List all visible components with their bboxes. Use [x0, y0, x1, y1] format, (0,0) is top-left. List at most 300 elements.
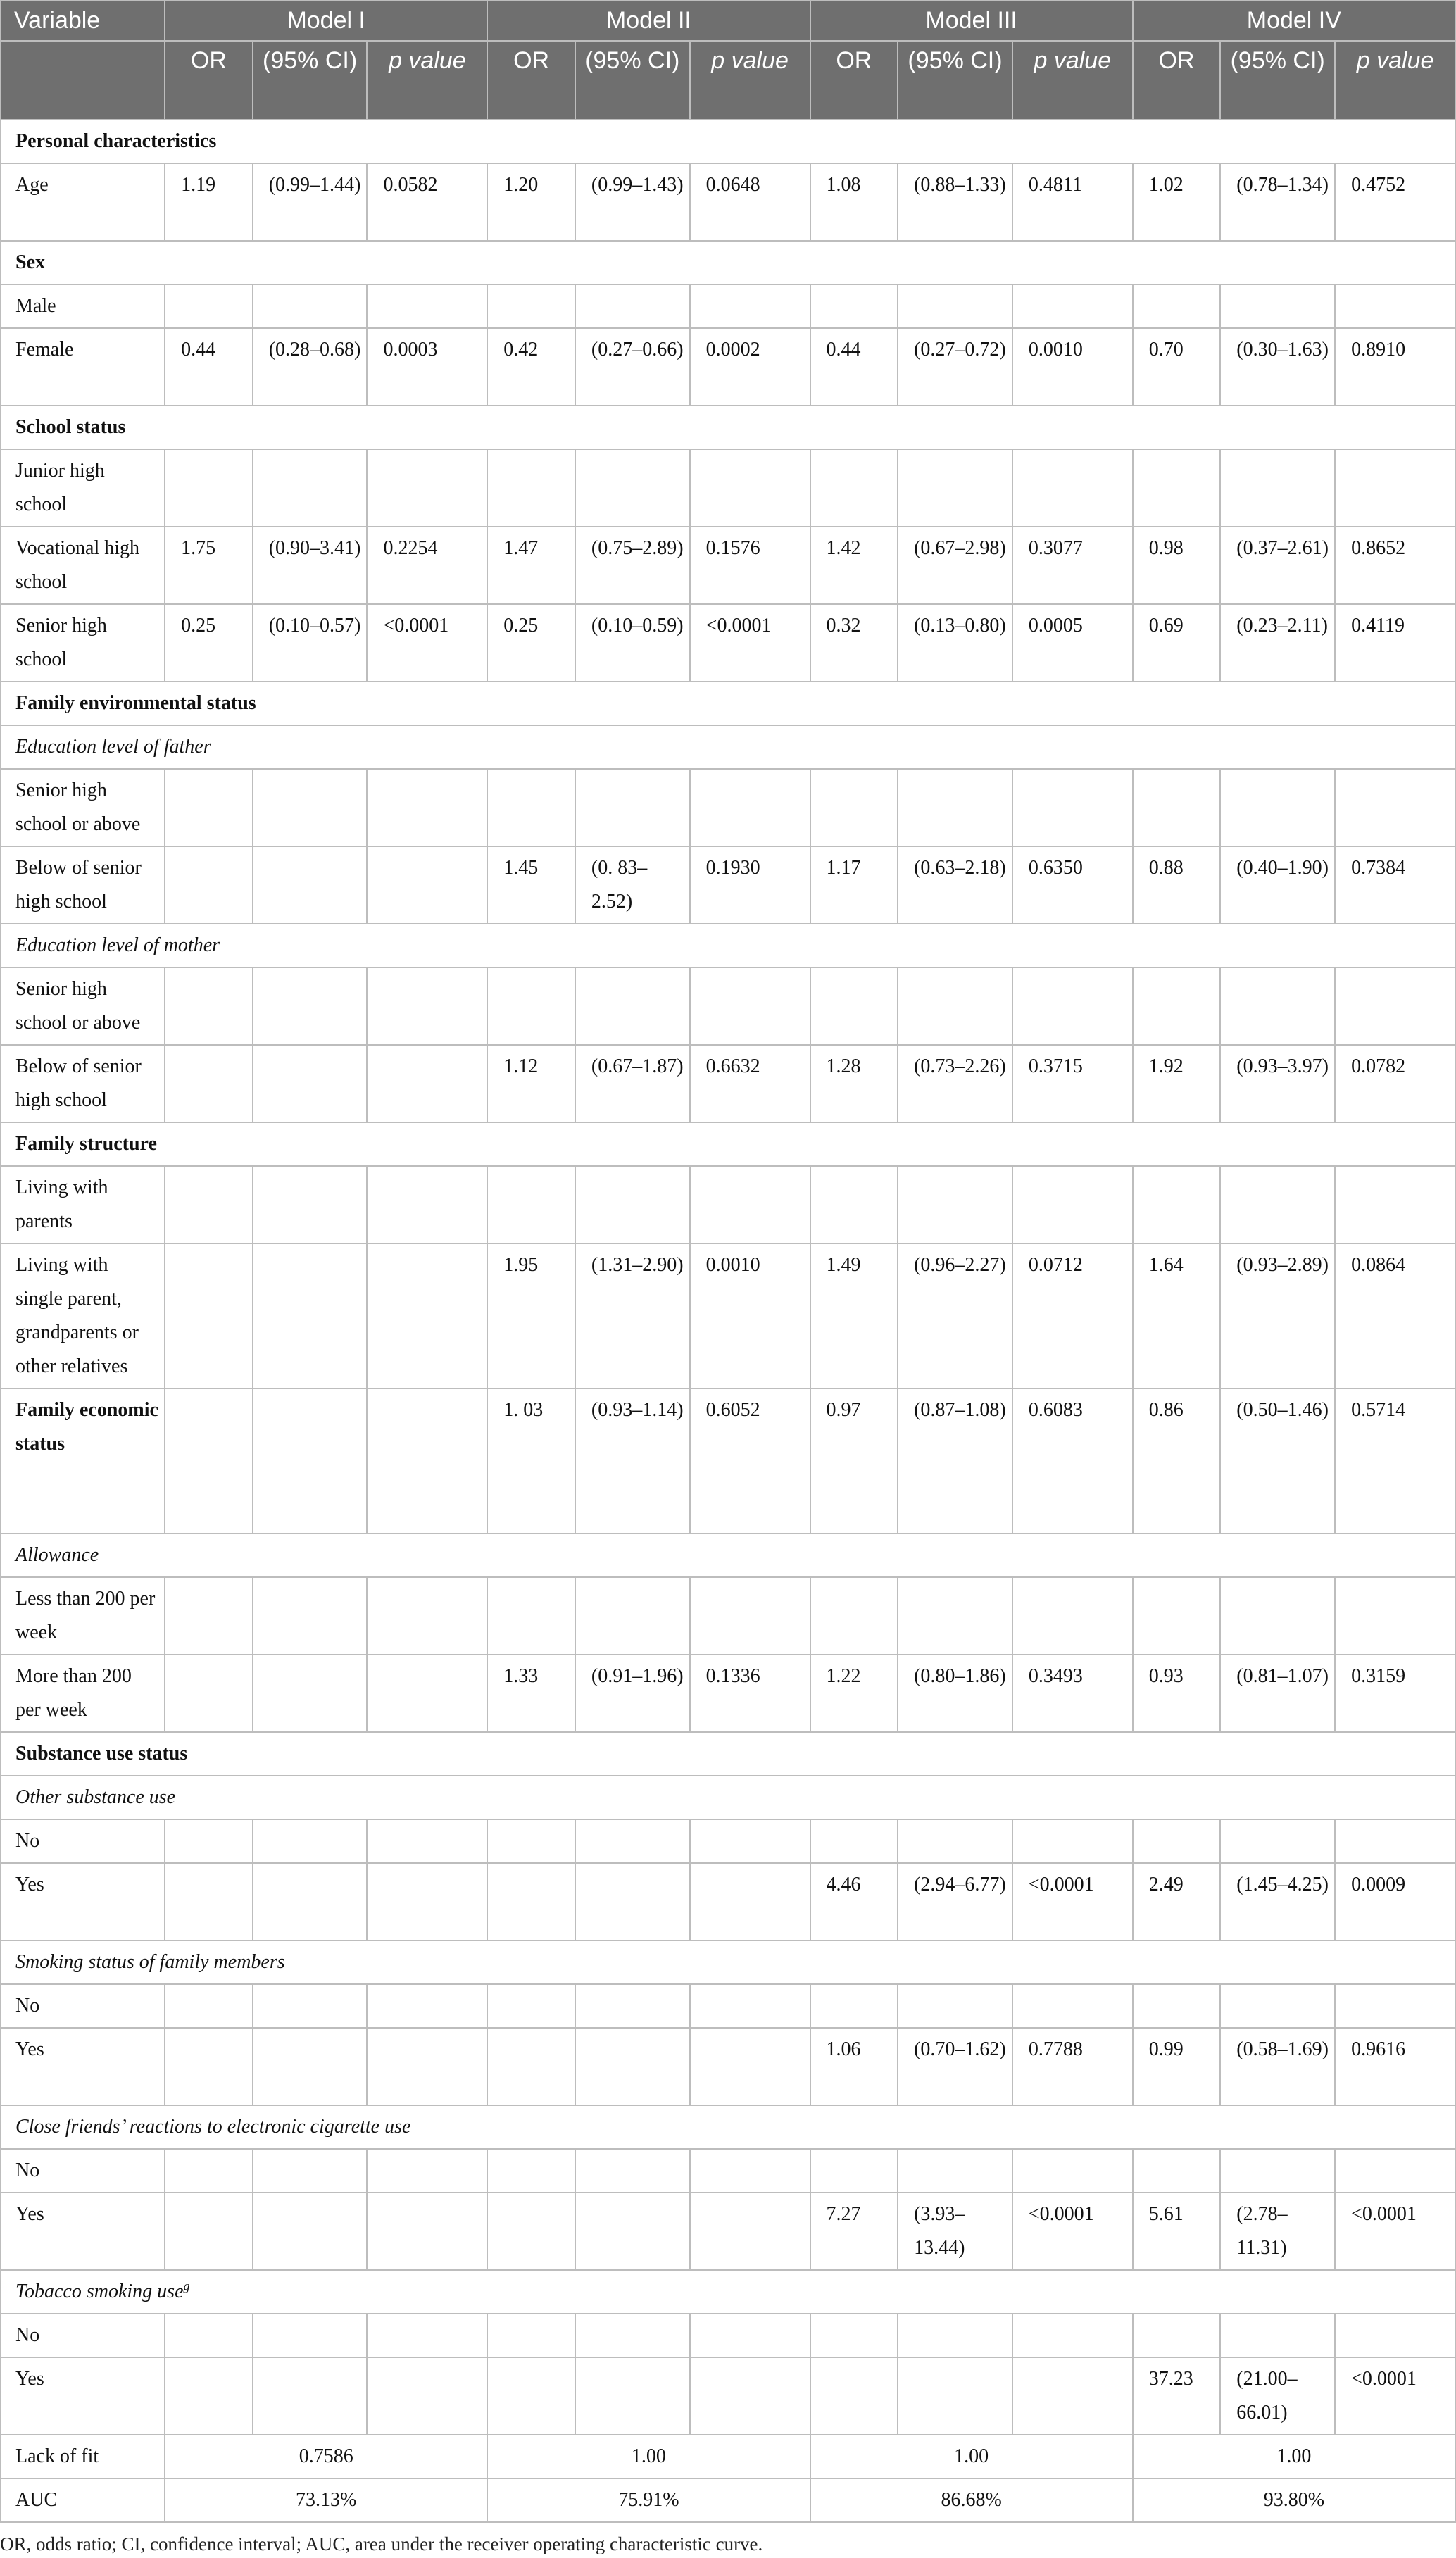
header-row-models: [1, 1, 1455, 41]
p-cell: 0.0582: [367, 163, 487, 241]
or-cell: [487, 449, 575, 527]
summary-value: 1.00: [810, 2435, 1133, 2478]
ci-cell: [575, 1819, 690, 1863]
ci-cell: [253, 1655, 368, 1732]
section-label-text: Education level of mother: [15, 934, 220, 956]
p-cell: <0.0001: [1335, 2193, 1455, 2270]
blank-header-cell: [1, 41, 165, 120]
p-cell: [690, 284, 810, 328]
or-cell: 1.17: [810, 846, 898, 924]
table-row: [1, 2314, 1455, 2357]
ci-cell: [253, 769, 368, 846]
p-cell: [367, 2357, 487, 2435]
ci-cell: [898, 449, 1012, 527]
ci-cell: (0.10–0.57): [253, 604, 368, 682]
or-header: OR: [487, 41, 575, 120]
or-header: OR: [810, 41, 898, 120]
ci-cell: (0.73–2.26): [898, 1045, 1012, 1122]
ci-cell: [898, 284, 1012, 328]
p-cell: [367, 2149, 487, 2193]
p-cell: [1335, 1819, 1455, 1863]
or-cell: 0.98: [1133, 527, 1221, 604]
or-cell: 0.42: [487, 328, 575, 406]
section-label: [1, 682, 1455, 725]
table-row: [1, 1045, 1455, 1122]
p-cell: 0.0005: [1012, 604, 1133, 682]
table-row: [1, 2149, 1455, 2193]
ci-cell: [1220, 1166, 1335, 1243]
p-cell: 0.0864: [1335, 1243, 1455, 1388]
row-label: No: [1, 1819, 165, 1863]
ci-cell: [1220, 1577, 1335, 1655]
section-label: [1, 406, 1455, 449]
ci-cell: (0.96–2.27): [898, 1243, 1012, 1388]
ci-cell: [1220, 284, 1335, 328]
or-cell: [487, 2028, 575, 2105]
section-row: [1, 1732, 1455, 1776]
section-label: [1, 725, 1455, 769]
or-cell: 4.46: [810, 1863, 898, 1941]
or-cell: 0.99: [1133, 2028, 1221, 2105]
ci-cell: (0.10–0.59): [575, 604, 690, 682]
or-cell: 1.19: [165, 163, 253, 241]
ci-cell: (0.91–1.96): [575, 1655, 690, 1732]
or-cell: [487, 967, 575, 1045]
ci-header: (95% CI): [575, 41, 690, 120]
p-cell: [367, 769, 487, 846]
pvalue-header-text: p value: [389, 46, 466, 74]
p-cell: [690, 769, 810, 846]
ci-cell: [253, 1819, 368, 1863]
or-cell: 0.69: [1133, 604, 1221, 682]
p-cell: 0.3715: [1012, 1045, 1133, 1122]
section-row: [1, 924, 1455, 967]
or-cell: [810, 1984, 898, 2028]
row-label: More than 200 per week: [1, 1655, 165, 1732]
or-cell: [810, 284, 898, 328]
or-cell: 1.20: [487, 163, 575, 241]
ci-cell: (0.99–1.43): [575, 163, 690, 241]
section-label: [1, 1941, 1455, 1984]
ci-cell: [253, 1045, 368, 1122]
ci-cell: [575, 1863, 690, 1941]
or-cell: [165, 2357, 253, 2435]
table-row: [1, 1655, 1455, 1732]
p-cell: [690, 449, 810, 527]
ci-cell: [575, 769, 690, 846]
p-cell: [367, 1984, 487, 2028]
ci-cell: (0.28–0.68): [253, 328, 368, 406]
ci-cell: (0. 83–2.52): [575, 846, 690, 924]
ci-cell: (0.37–2.61): [1220, 527, 1335, 604]
or-cell: [165, 1166, 253, 1243]
ci-cell: [253, 967, 368, 1045]
p-cell: [367, 1045, 487, 1122]
p-cell: [690, 1819, 810, 1863]
or-cell: [1133, 1984, 1221, 2028]
row-label: No: [1, 2314, 165, 2357]
p-cell: 0.3077: [1012, 527, 1133, 604]
p-cell: [1335, 2149, 1455, 2193]
p-cell: [1335, 1577, 1455, 1655]
or-cell: 1.75: [165, 527, 253, 604]
ci-cell: [253, 449, 368, 527]
or-header: OR: [165, 41, 253, 120]
section-label: [1, 1732, 1455, 1776]
summary-value: 1.00: [1133, 2435, 1455, 2478]
summary-row: [1, 2478, 1455, 2522]
p-cell: [367, 1655, 487, 1732]
or-cell: 1.33: [487, 1655, 575, 1732]
p-cell: [690, 2193, 810, 2270]
section-row: [1, 241, 1455, 284]
or-cell: [1133, 449, 1221, 527]
p-cell: [1012, 449, 1133, 527]
ci-cell: [898, 1166, 1012, 1243]
or-cell: 1.12: [487, 1045, 575, 1122]
p-cell: <0.0001: [367, 604, 487, 682]
ci-cell: [575, 967, 690, 1045]
table-row: [1, 163, 1455, 241]
or-cell: [165, 967, 253, 1045]
or-cell: 1.45: [487, 846, 575, 924]
ci-cell: [1220, 2149, 1335, 2193]
section-label-text: School status: [15, 415, 126, 438]
summary-row: [1, 2435, 1455, 2478]
or-cell: [1133, 284, 1221, 328]
section-label-text: Family structure: [15, 1132, 157, 1155]
or-cell: [810, 1166, 898, 1243]
ci-cell: [575, 2028, 690, 2105]
p-cell: 0.0648: [690, 163, 810, 241]
p-cell: 0.1576: [690, 527, 810, 604]
section-row: [1, 1776, 1455, 1819]
section-row: [1, 682, 1455, 725]
ci-cell: [253, 2149, 368, 2193]
ci-cell: [253, 2314, 368, 2357]
ci-cell: [1220, 1819, 1335, 1863]
or-cell: [487, 769, 575, 846]
pvalue-header-text: p value: [1356, 46, 1434, 74]
or-cell: [165, 1984, 253, 2028]
ci-cell: (2.94–6.77): [898, 1863, 1012, 1941]
row-label: Living with single parent, grandparents or other relatives: [1, 1243, 165, 1388]
ci-cell: (0.78–1.34): [1220, 163, 1335, 241]
or-cell: [487, 2193, 575, 2270]
p-cell: 0.0782: [1335, 1045, 1455, 1122]
p-cell: [367, 1863, 487, 1941]
or-cell: 37.23: [1133, 2357, 1221, 2435]
ci-cell: [898, 2357, 1012, 2435]
or-cell: [165, 2193, 253, 2270]
ci-cell: [898, 1819, 1012, 1863]
or-cell: 0.70: [1133, 328, 1221, 406]
p-cell: 0.3159: [1335, 1655, 1455, 1732]
or-cell: 0.25: [165, 604, 253, 682]
p-cell: 0.5714: [1335, 1388, 1455, 1534]
p-cell: [1012, 1577, 1133, 1655]
p-cell: 0.0712: [1012, 1243, 1133, 1388]
or-cell: [165, 284, 253, 328]
table-row: [1, 769, 1455, 846]
or-cell: [165, 2149, 253, 2193]
or-cell: 1.08: [810, 163, 898, 241]
ci-cell: [898, 2314, 1012, 2357]
or-cell: [165, 449, 253, 527]
table-row: [1, 604, 1455, 682]
table-row: [1, 1388, 1455, 1534]
p-cell: [1012, 2357, 1133, 2435]
or-cell: [165, 846, 253, 924]
table-body: [1, 120, 1455, 2522]
p-cell: [690, 1984, 810, 2028]
or-cell: [165, 1388, 253, 1534]
or-cell: 7.27: [810, 2193, 898, 2270]
ci-cell: (0.27–0.72): [898, 328, 1012, 406]
p-cell: [367, 2314, 487, 2357]
or-cell: [810, 769, 898, 846]
section-label: [1, 2105, 1455, 2149]
or-header: OR: [1133, 41, 1221, 120]
row-label: Below of senior high school: [1, 846, 165, 924]
or-cell: 0.25: [487, 604, 575, 682]
section-label-text: Close friends’ reactions to electronic cigarette use: [15, 2115, 411, 2138]
p-cell: [367, 1388, 487, 1534]
row-label: Yes: [1, 2357, 165, 2435]
p-cell: [1012, 967, 1133, 1045]
summary-value: 73.13%: [165, 2478, 487, 2522]
section-row: [1, 2105, 1455, 2149]
or-cell: [1133, 1166, 1221, 1243]
pvalue-header: [690, 41, 810, 120]
or-cell: [165, 2314, 253, 2357]
or-cell: [165, 1819, 253, 1863]
ci-cell: (0.67–2.98): [898, 527, 1012, 604]
ci-cell: (0.93–1.14): [575, 1388, 690, 1534]
or-cell: [165, 1243, 253, 1388]
section-label-text: Allowance: [15, 1543, 99, 1566]
p-cell: [1012, 1166, 1133, 1243]
ci-cell: (21.00–66.01): [1220, 2357, 1335, 2435]
section-label-text: Tobacco smoking use: [15, 2280, 184, 2302]
section-label-text: Other substance use: [15, 1786, 176, 1808]
row-label: Male: [1, 284, 165, 328]
ci-cell: (0.99–1.44): [253, 163, 368, 241]
p-cell: 0.6350: [1012, 846, 1133, 924]
p-cell: [1335, 769, 1455, 846]
p-cell: [690, 1166, 810, 1243]
table-row: [1, 1984, 1455, 2028]
ci-cell: [253, 1577, 368, 1655]
ci-cell: [253, 1984, 368, 2028]
or-cell: [487, 1577, 575, 1655]
ci-cell: (1.31–2.90): [575, 1243, 690, 1388]
p-cell: [1335, 967, 1455, 1045]
or-cell: 1.22: [810, 1655, 898, 1732]
p-cell: 0.0002: [690, 328, 810, 406]
p-cell: [1012, 1984, 1133, 2028]
or-cell: 0.44: [810, 328, 898, 406]
summary-value: 86.68%: [810, 2478, 1133, 2522]
p-cell: 0.7384: [1335, 846, 1455, 924]
or-cell: 1.64: [1133, 1243, 1221, 1388]
section-label-text: Substance use status: [15, 1742, 188, 1764]
section-row: [1, 1534, 1455, 1577]
p-cell: [1012, 284, 1133, 328]
or-cell: 0.32: [810, 604, 898, 682]
p-cell: [367, 2193, 487, 2270]
p-cell: [367, 1819, 487, 1863]
row-label: Yes: [1, 2028, 165, 2105]
or-cell: 0.88: [1133, 846, 1221, 924]
p-cell: [367, 846, 487, 924]
ci-cell: [575, 1984, 690, 2028]
section-row: [1, 725, 1455, 769]
or-cell: [165, 769, 253, 846]
ci-cell: [1220, 769, 1335, 846]
ci-header: (95% CI): [253, 41, 368, 120]
row-label: Less than 200 per week: [1, 1577, 165, 1655]
ci-cell: (0.93–2.89): [1220, 1243, 1335, 1388]
row-label: Yes: [1, 2193, 165, 2270]
or-cell: [487, 1984, 575, 2028]
ci-cell: [253, 2193, 368, 2270]
pvalue-header: [1012, 41, 1133, 120]
p-cell: [690, 2149, 810, 2193]
ci-cell: [575, 284, 690, 328]
or-cell: 0.97: [810, 1388, 898, 1534]
or-cell: 5.61: [1133, 2193, 1221, 2270]
p-cell: 0.8910: [1335, 328, 1455, 406]
ci-cell: (0.70–1.62): [898, 2028, 1012, 2105]
ci-cell: [253, 1388, 368, 1534]
or-cell: [165, 1045, 253, 1122]
section-label-text: Personal characteristics: [15, 130, 217, 152]
summary-value: 1.00: [487, 2435, 810, 2478]
or-cell: [1133, 2149, 1221, 2193]
p-cell: [367, 2028, 487, 2105]
p-cell: [690, 2028, 810, 2105]
summary-label: Lack of fit: [1, 2435, 165, 2478]
summary-label: AUC: [1, 2478, 165, 2522]
or-cell: [487, 1166, 575, 1243]
table-row: [1, 1577, 1455, 1655]
ci-cell: [575, 1577, 690, 1655]
or-cell: [487, 1863, 575, 1941]
or-cell: 0.44: [165, 328, 253, 406]
p-cell: [367, 1243, 487, 1388]
p-cell: 0.6083: [1012, 1388, 1133, 1534]
model-header: Model I: [165, 1, 487, 41]
row-label: Senior high school or above: [1, 967, 165, 1045]
or-cell: [810, 449, 898, 527]
pvalue-header-text: p value: [711, 46, 789, 74]
p-cell: [1012, 1819, 1133, 1863]
ci-cell: [575, 2357, 690, 2435]
ci-cell: [253, 1243, 368, 1388]
ci-cell: [253, 284, 368, 328]
or-cell: [165, 2028, 253, 2105]
or-cell: [487, 2357, 575, 2435]
or-cell: [810, 1577, 898, 1655]
section-label-text: Family environmental status: [15, 691, 256, 714]
section-label: [1, 1534, 1455, 1577]
ci-cell: (0.40–1.90): [1220, 846, 1335, 924]
or-cell: 2.49: [1133, 1863, 1221, 1941]
row-label: Senior high school: [1, 604, 165, 682]
variable-header: Variable: [1, 1, 165, 41]
p-cell: [1012, 769, 1133, 846]
table-row: [1, 449, 1455, 527]
ci-cell: [898, 1577, 1012, 1655]
ci-cell: (0.13–0.80): [898, 604, 1012, 682]
p-cell: [690, 1863, 810, 1941]
table-row: [1, 846, 1455, 924]
or-cell: [1133, 967, 1221, 1045]
table-footnote: OR, odds ratio; CI, confidence interval; AUC, area under the receiver operating characteristic curve.: [0, 2533, 763, 2554]
row-label: No: [1, 1984, 165, 2028]
ci-cell: (0.90–3.41): [253, 527, 368, 604]
ci-cell: (0.27–0.66): [575, 328, 690, 406]
p-cell: [367, 1577, 487, 1655]
or-cell: [1133, 1819, 1221, 1863]
section-row: [1, 120, 1455, 163]
p-cell: [690, 967, 810, 1045]
p-cell: 0.0010: [1012, 328, 1133, 406]
p-cell: <0.0001: [1012, 2193, 1133, 2270]
or-cell: 1.49: [810, 1243, 898, 1388]
section-row: [1, 406, 1455, 449]
or-cell: [165, 1577, 253, 1655]
section-row: [1, 1941, 1455, 1984]
ci-cell: (0.88–1.33): [898, 163, 1012, 241]
or-cell: [1133, 1577, 1221, 1655]
p-cell: [367, 1166, 487, 1243]
p-cell: <0.0001: [1012, 1863, 1133, 1941]
ci-cell: [898, 769, 1012, 846]
or-cell: [810, 2149, 898, 2193]
section-label-text: Education level of father: [15, 735, 211, 758]
p-cell: [367, 967, 487, 1045]
section-label: [1, 1122, 1455, 1166]
p-cell: <0.0001: [690, 604, 810, 682]
p-cell: <0.0001: [1335, 2357, 1455, 2435]
p-cell: 0.4752: [1335, 163, 1455, 241]
ci-cell: (0.58–1.69): [1220, 2028, 1335, 2105]
ci-cell: [1220, 2314, 1335, 2357]
or-cell: [487, 2314, 575, 2357]
p-cell: [690, 2357, 810, 2435]
summary-value: 0.7586: [165, 2435, 487, 2478]
p-cell: 0.8652: [1335, 527, 1455, 604]
section-label-text: Sex: [15, 251, 45, 273]
ci-cell: (3.93–13.44): [898, 2193, 1012, 2270]
footnote-marker: g: [183, 2278, 190, 2293]
p-cell: [1335, 1984, 1455, 2028]
p-cell: 0.6052: [690, 1388, 810, 1534]
or-cell: [165, 1863, 253, 1941]
p-cell: 0.4811: [1012, 163, 1133, 241]
ci-cell: [575, 449, 690, 527]
or-cell: 1.02: [1133, 163, 1221, 241]
model-header: Model III: [810, 1, 1133, 41]
table-row: [1, 2028, 1455, 2105]
p-cell: 0.4119: [1335, 604, 1455, 682]
p-cell: [690, 2314, 810, 2357]
pvalue-header-text: p value: [1034, 46, 1112, 74]
row-label: No: [1, 2149, 165, 2193]
table-row: [1, 967, 1455, 1045]
